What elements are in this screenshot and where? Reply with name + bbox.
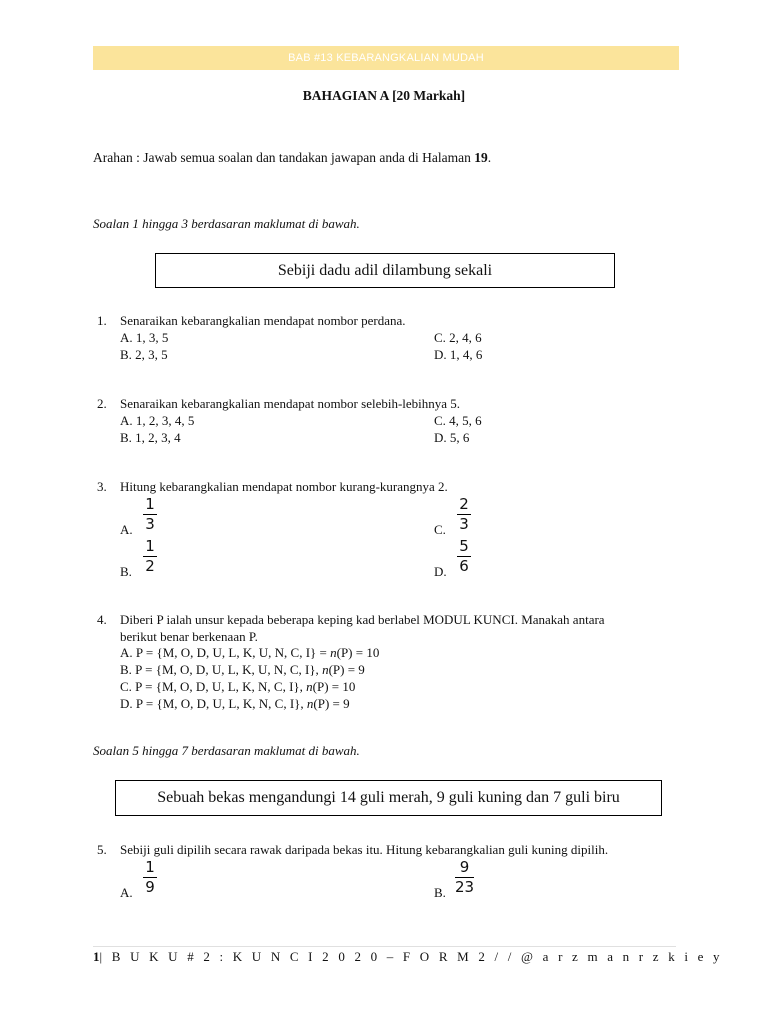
q4-number: 4. (97, 612, 107, 627)
q3-b-denominator: 2 (145, 557, 155, 575)
page-number: 1 (93, 949, 100, 964)
q3-fraction-b (143, 538, 157, 575)
q4-d-n: n (306, 696, 314, 711)
q4-b-count: (P) = 9 (328, 662, 365, 677)
q3-option-d[interactable]: D. (434, 564, 447, 579)
q3-text: Hitung kebarangkalian mendapat nombor kurang-kurangnya 2. (120, 479, 448, 494)
q5-number: 5. (97, 842, 107, 857)
q5-fraction-a (143, 859, 157, 896)
instruction (93, 150, 491, 166)
q3-number: 3. (97, 479, 107, 494)
q5-a-denominator: 9 (145, 878, 155, 896)
q5-text: Sebiji guli dipilih secara rawak daripada bekas itu. Hitung kebarangkalian guli kuning dipilih. (120, 842, 609, 857)
q4-a-n: n (330, 645, 337, 660)
q4-a-set: A. P = {M, O, D, U, L, K, U, N, C, I} = (120, 645, 331, 660)
q1-text: Senaraikan kebarangkalian mendapat nombor perdana. (120, 313, 406, 328)
instruction-page: 19 (474, 150, 488, 165)
question-1 (0, 313, 768, 365)
q4-c-n: n (306, 679, 313, 694)
q4-b-set: B. P = {M, O, D, U, L, K, U, N, C, I}, (120, 662, 323, 677)
q4-b-n: n (322, 662, 329, 677)
q5-option-a[interactable]: A. (120, 885, 133, 900)
q2-text: Senaraikan kebarangkalian mendapat nombor selebih-lebihnya 5. (120, 396, 461, 411)
info-box-dice: Sebiji dadu adil dilambung sekali (155, 253, 615, 288)
q4-line-1: Diberi P ialah unsur kepada beberapa keping kad berlabel MODUL KUNCI. Manakah antara (120, 612, 605, 627)
footer-divider (93, 946, 676, 947)
q2-option-c[interactable]: C. 4, 5, 6 (434, 413, 482, 428)
q2-option-a[interactable]: A. 1, 2, 3, 4, 5 (120, 413, 195, 428)
q4-d-count: (P) = 9 (313, 696, 350, 711)
q4-c-set: C. P = {M, O, D, U, L, K, N, C, I}, (120, 679, 307, 694)
footer-text: | B U K U # 2 : K U N C I 2 0 2 0 – F O R M 2 / / @ a r z m a n r z k i e y (99, 949, 723, 964)
q3-c-denominator: 3 (459, 515, 469, 533)
question-2 (0, 396, 768, 448)
note-q5-7: Soalan 5 hingga 7 berdasaran maklumat di bawah. (93, 743, 360, 758)
instruction-end: . (487, 150, 492, 165)
q4-a-count: (P) = 10 (336, 645, 380, 660)
q2-option-d[interactable]: D. 5, 6 (434, 430, 470, 445)
q4-option-d[interactable] (120, 696, 350, 713)
q3-a-denominator: 3 (145, 515, 155, 533)
q3-d-numerator: 5 (459, 537, 469, 555)
q4-option-a[interactable] (120, 645, 379, 662)
q3-c-numerator: 2 (459, 495, 469, 513)
q4-d-set: D. P = {M, O, D, U, L, K, N, C, I}, (120, 696, 307, 711)
q3-fraction-c (457, 496, 471, 533)
q3-option-b[interactable]: B. (120, 564, 132, 579)
question-4 (0, 612, 768, 712)
q3-d-denominator: 6 (459, 557, 469, 575)
q4-c-count: (P) = 10 (312, 679, 356, 694)
q1-option-c[interactable]: C. 2, 4, 6 (434, 330, 482, 345)
q5-a-numerator: 1 (145, 858, 155, 876)
q1-option-d[interactable]: D. 1, 4, 6 (434, 347, 483, 362)
section-title: BAHAGIAN A [20 Markah] (302, 88, 466, 103)
q3-b-numerator: 1 (145, 537, 155, 555)
q4-option-c[interactable] (120, 679, 355, 696)
q3-option-a[interactable]: A. (120, 522, 133, 537)
note-q1-3: Soalan 1 hingga 3 berdasaran maklumat di bawah. (93, 216, 360, 231)
q3-fraction-d (457, 538, 471, 575)
q1-option-a[interactable]: A. 1, 3, 5 (120, 330, 169, 345)
q5-fraction-b (455, 859, 474, 896)
instruction-text: Arahan : Jawab semua soalan dan tandakan jawapan anda di Halaman (93, 150, 475, 165)
q3-option-c[interactable]: C. (434, 522, 446, 537)
q3-fraction-a (143, 496, 157, 533)
q1-number: 1. (97, 313, 107, 328)
question-5 (0, 842, 768, 902)
info-box-marbles: Sebuah bekas mengandungi 14 guli merah, 9 guli kuning dan 7 guli biru (115, 780, 662, 816)
q5-b-denominator: 23 (455, 878, 475, 896)
q4-line-2: berikut benar berkenaan P. (120, 629, 258, 644)
q1-option-b[interactable]: B. 2, 3, 5 (120, 347, 168, 362)
q4-option-b[interactable] (120, 662, 365, 679)
page-footer (93, 949, 723, 965)
q3-a-numerator: 1 (145, 495, 155, 513)
q2-option-b[interactable]: B. 1, 2, 3, 4 (120, 430, 181, 445)
question-3 (0, 479, 768, 579)
q2-number: 2. (97, 396, 107, 411)
chapter-banner: BAB #13 KEBARANGKALIAN MUDAH (93, 46, 679, 70)
q5-b-numerator: 9 (459, 858, 470, 876)
q5-option-b[interactable]: B. (434, 885, 446, 900)
